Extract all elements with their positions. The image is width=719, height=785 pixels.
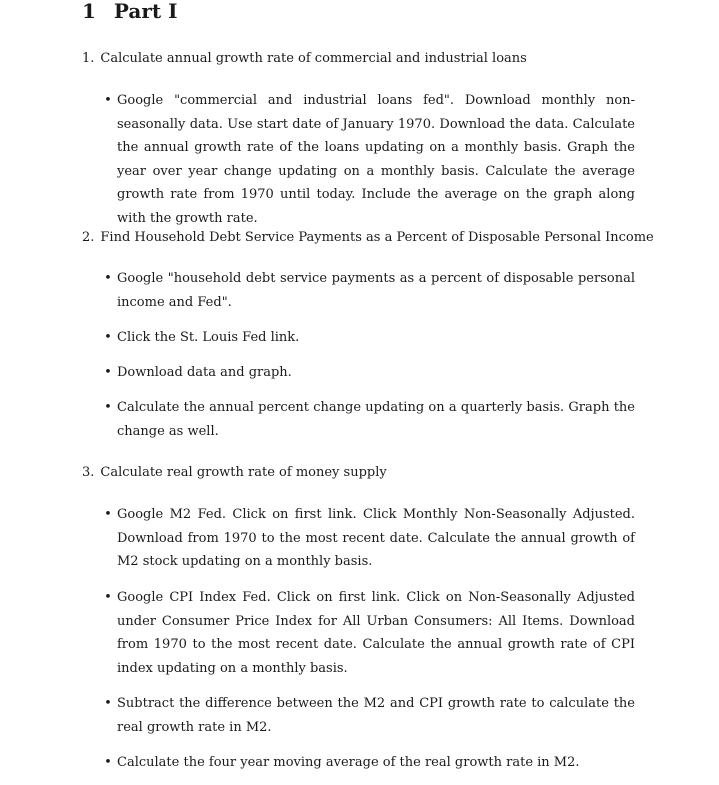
- list-item-text: Google "household debt service payments as a percent of disposable personal income and Fed".: [117, 271, 635, 310]
- list-item: [103, 503, 635, 574]
- question-text: Calculate annual growth rate of commercial and industrial loans: [100, 51, 527, 66]
- question-text: Calculate real growth rate of money supply: [100, 465, 387, 480]
- question-1: [82, 51, 527, 67]
- list-item-text: Google M2 Fed. Click on first link. Click Monthly Non-Seasonally Adjusted. Download from 1970 to the most recent date. Calculate the annual growth of M2 stock updating on a monthly basis.: [117, 507, 635, 569]
- question-2: [82, 230, 654, 246]
- bullet-icon: •: [104, 271, 112, 286]
- bullet-icon: •: [104, 330, 112, 345]
- bullet-icon: •: [104, 755, 112, 770]
- question-text: Find Household Debt Service Payments as a Percent of Disposable Personal Income: [100, 230, 654, 245]
- list-item-text: Download data and graph.: [117, 365, 292, 380]
- bullet-icon: •: [104, 696, 112, 711]
- list-item: [103, 586, 635, 680]
- list-item-text: Subtract the difference between the M2 and CPI growth rate to calculate the real growth rate in M2.: [117, 696, 635, 735]
- section-heading: [82, 0, 177, 24]
- list-item: [103, 751, 635, 775]
- list-item-text: Google "commercial and industrial loans fed". Download monthly non-seasonally data. Use start date of January 1970. Download the data. Calculate the annual growth rate of the loans updating on a monthly basis. Graph the year over year change updating on a monthly basis. Calculate the average growth rate from 1970 until today. Include the average on the graph along with the growth rate.: [117, 93, 635, 226]
- list-item-text: Click the St. Louis Fed link.: [117, 330, 300, 345]
- bullet-icon: •: [104, 365, 112, 380]
- section-title: Part I: [113, 0, 178, 23]
- question-number: 2.: [82, 230, 95, 245]
- list-item: [103, 267, 635, 314]
- list-item: [103, 396, 635, 443]
- list-item: [103, 692, 635, 739]
- question-number: 3.: [82, 465, 95, 480]
- list-item: [103, 361, 635, 385]
- list-item: [103, 326, 635, 350]
- section-number: 1: [82, 0, 96, 23]
- list-item-text: Calculate the four year moving average of the real growth rate in M2.: [117, 755, 580, 770]
- bullet-icon: •: [104, 93, 112, 108]
- list-item: [103, 89, 635, 230]
- list-item-text: Calculate the annual percent change updating on a quarterly basis. Graph the change as well.: [117, 400, 635, 439]
- bullet-icon: •: [104, 590, 112, 605]
- bullet-icon: •: [104, 507, 112, 522]
- bullet-icon: •: [104, 400, 112, 415]
- list-item-text: Google CPI Index Fed. Click on first link. Click on Non-Seasonally Adjusted under Consumer Price Index for All Urban Consumers: All Items. Download from 1970 to the most recent date. Calculate the annual growth rate of CPI index updating on a monthly basis.: [117, 590, 635, 676]
- question-3: [82, 465, 387, 481]
- question-number: 1.: [82, 51, 95, 66]
